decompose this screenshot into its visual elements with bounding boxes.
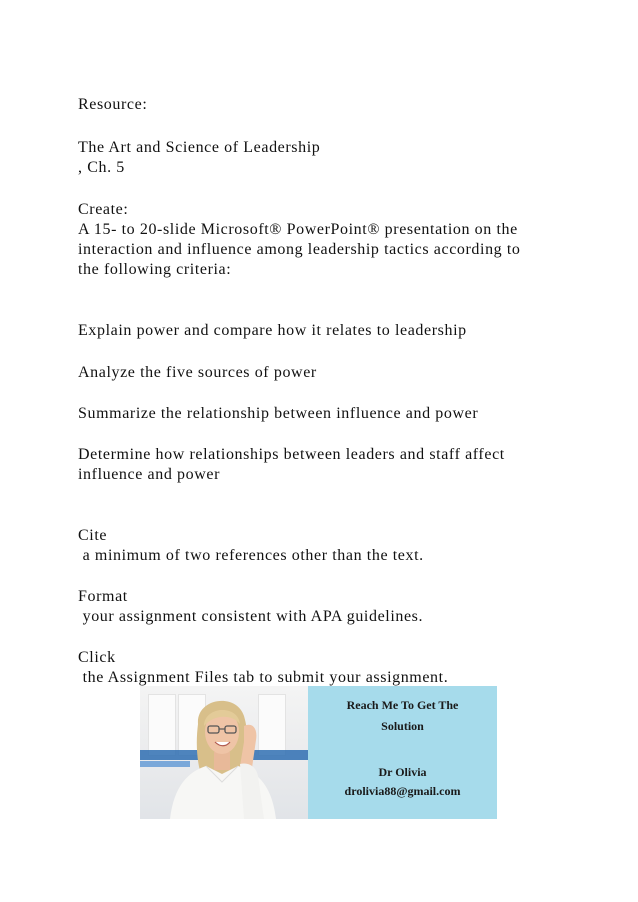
- banner-headline-1: Reach Me To Get The: [346, 698, 459, 712]
- click-text: the Assignment Files tab to submit your assignment.: [78, 669, 449, 686]
- click-label: Click: [78, 649, 116, 666]
- book-title: The Art and Science of Leadership: [78, 139, 321, 156]
- woman-photo: [140, 686, 308, 819]
- contact-email[interactable]: drolivia88@gmail.com: [344, 784, 461, 798]
- format-text: your assignment consistent with APA guidelines.: [78, 608, 424, 625]
- task-line-2: interaction and influence among leadership tactics according to: [78, 241, 521, 258]
- criterion-4-line-1: Determine how relationships between leaders and staff affect: [78, 446, 505, 463]
- banner-headline-2: Solution: [381, 719, 424, 733]
- contact-name: Dr Olivia: [378, 765, 427, 779]
- task-line-1: A 15- to 20-slide Microsoft® PowerPoint® presentation on the: [78, 221, 518, 238]
- criterion-4-line-2: influence and power: [78, 466, 221, 483]
- cite-text: a minimum of two references other than the text.: [78, 547, 424, 564]
- task-line-3: the following criteria:: [78, 261, 232, 278]
- criterion-3: Summarize the relationship between influence and power: [78, 405, 479, 422]
- contact-banner: [140, 686, 497, 819]
- format-label: Format: [78, 588, 128, 605]
- contact-info-panel: [308, 686, 497, 819]
- criterion-1: Explain power and compare how it relates to leadership: [78, 322, 467, 339]
- chapter-ref: , Ch. 5: [78, 159, 125, 176]
- woman-figure-illustration: [140, 686, 308, 819]
- create-label: Create:: [78, 201, 129, 218]
- criterion-2: Analyze the five sources of power: [78, 364, 317, 381]
- resource-label: Resource:: [78, 96, 148, 113]
- cite-label: Cite: [78, 527, 108, 544]
